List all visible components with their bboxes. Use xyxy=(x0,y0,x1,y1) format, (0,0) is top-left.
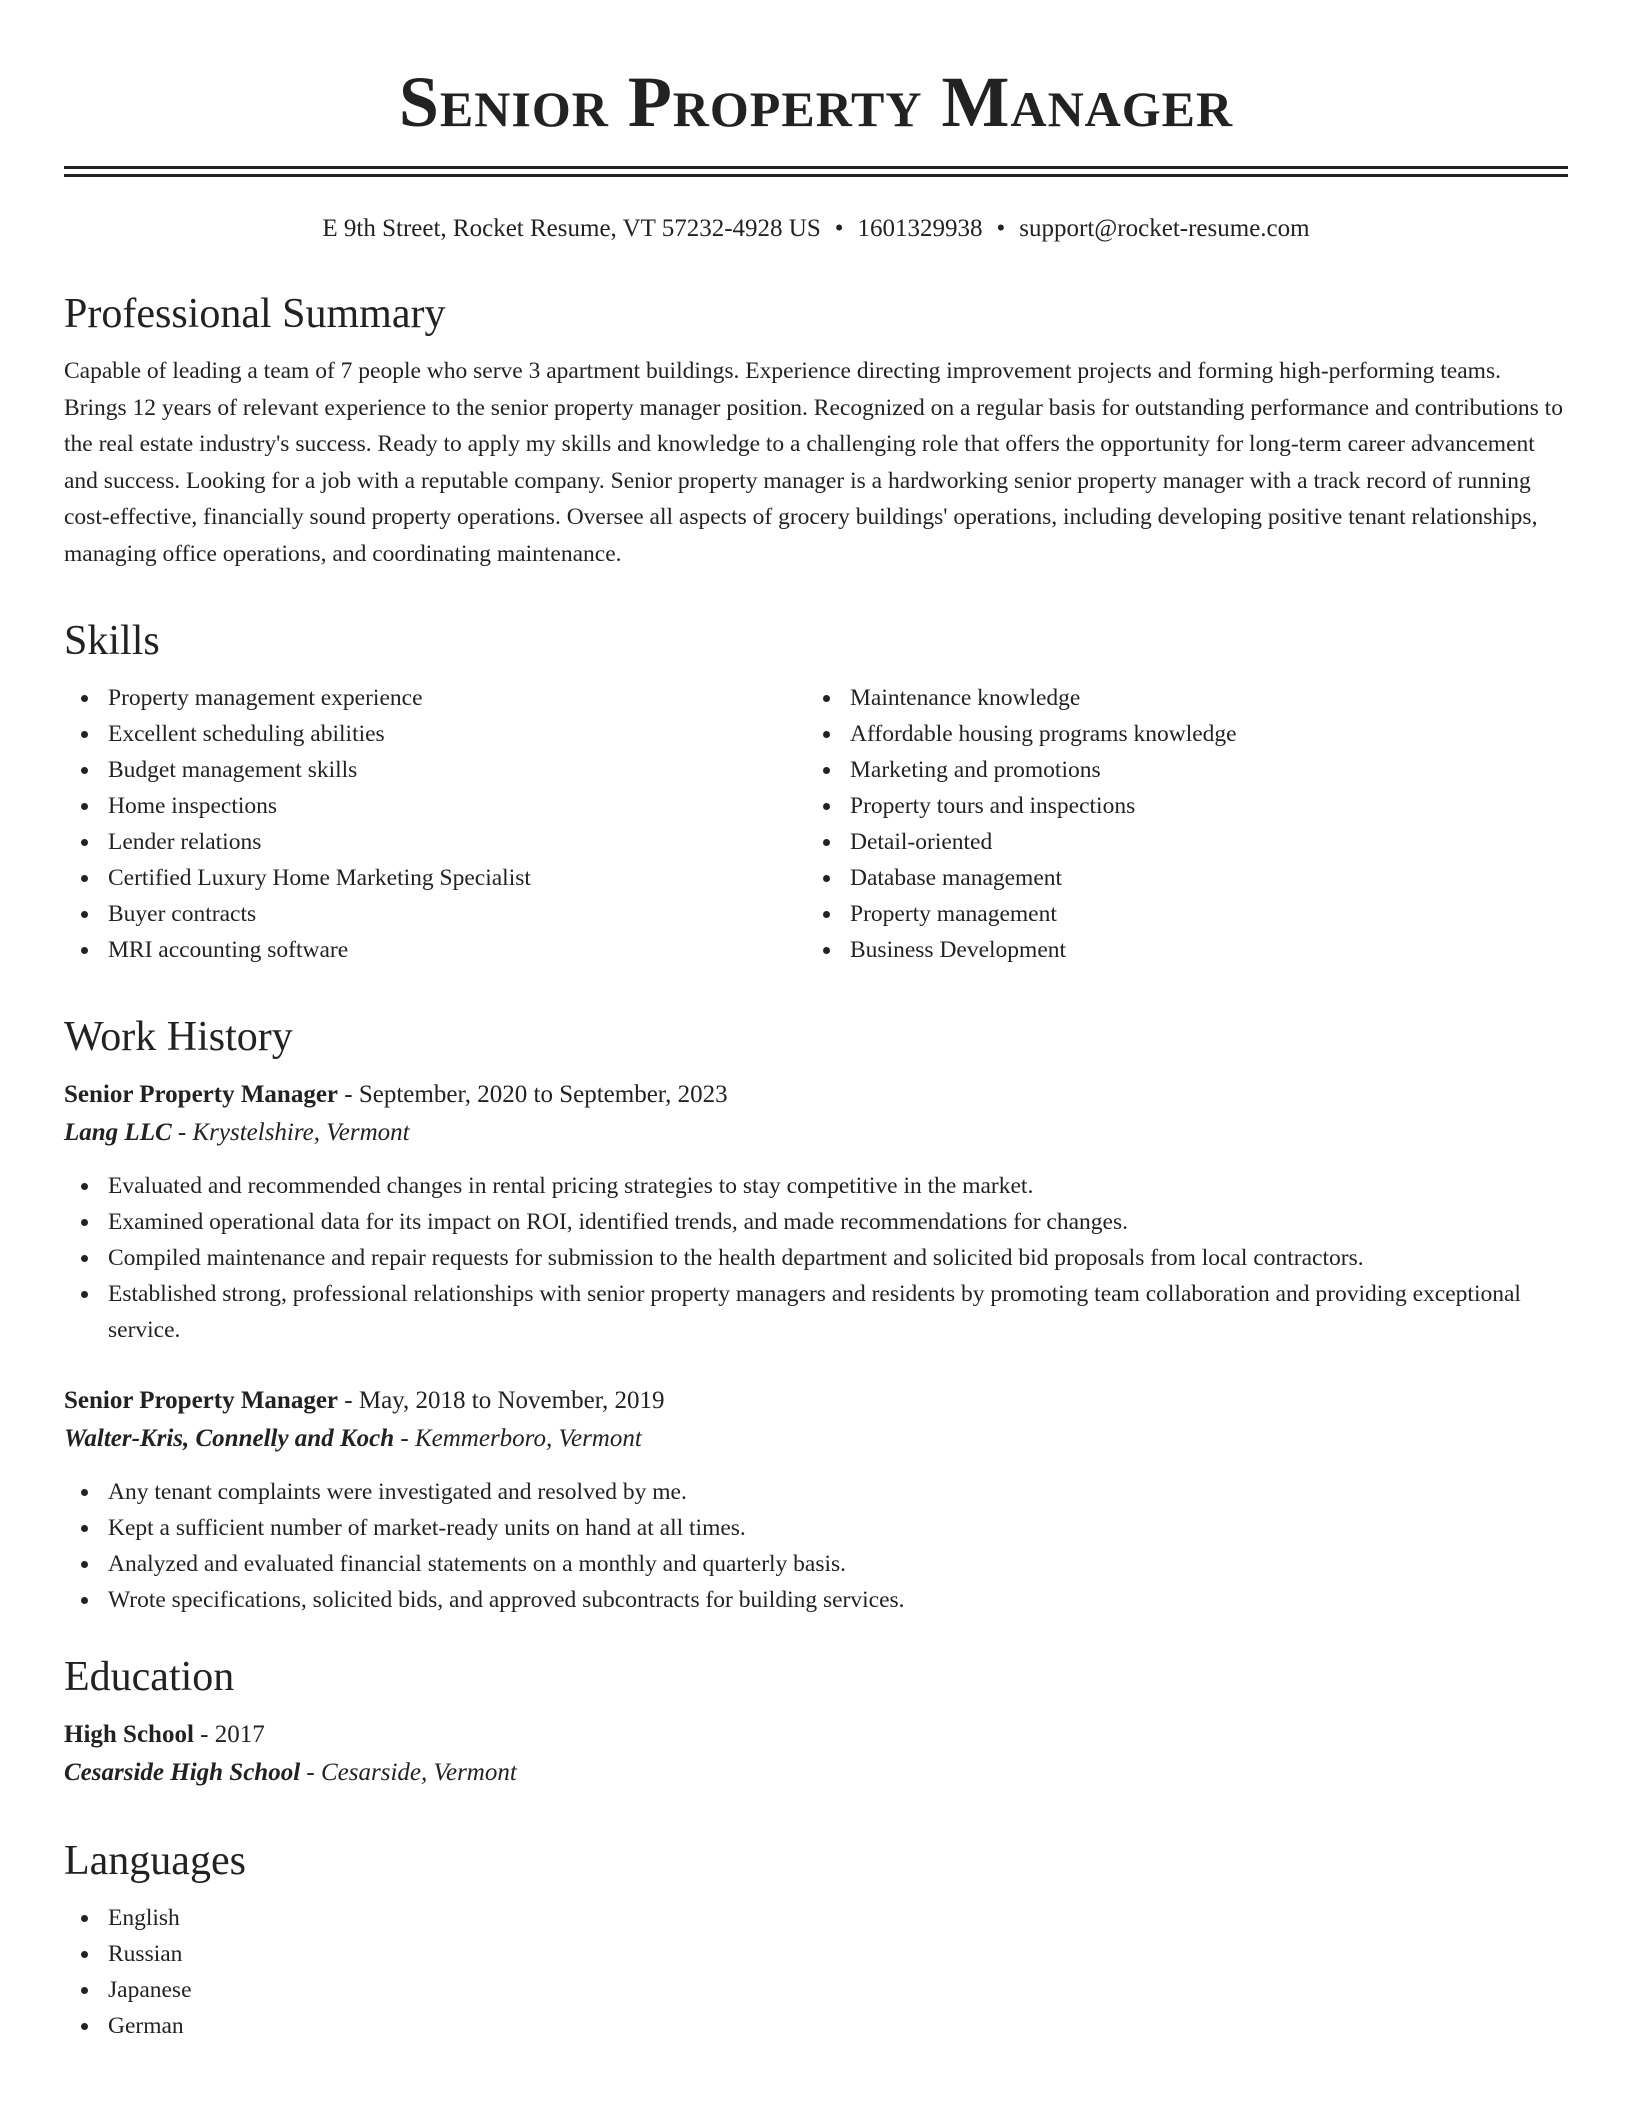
job-title: Senior Property Manager xyxy=(64,1081,339,1108)
skill-item: Maintenance knowledge xyxy=(806,680,1568,716)
skill-item: Certified Luxury Home Marketing Specialist xyxy=(64,860,806,896)
education-year: - 2017 xyxy=(193,1721,265,1748)
skill-item: MRI accounting software xyxy=(64,932,806,968)
job-bullet: Examined operational data for its impact on ROI, identified trends, and made recommendations for changes. xyxy=(64,1204,1568,1240)
contact-separator: • xyxy=(834,215,844,242)
job-bullets xyxy=(64,1474,1568,1618)
contact-separator: • xyxy=(996,215,1006,242)
education-school: Cesarside High School xyxy=(64,1759,301,1786)
skill-item: Affordable housing programs knowledge xyxy=(806,716,1568,752)
job-bullets xyxy=(64,1168,1568,1348)
company-name: Walter-Kris, Connelly and Koch xyxy=(64,1425,395,1452)
resume-name: Senior Property Manager xyxy=(398,62,1234,142)
skill-item: Budget management skills xyxy=(64,752,806,788)
company-line xyxy=(64,1114,1568,1152)
job-bullet: Established strong, professional relationships with senior property managers and residents by promoting team collaboration and providing exceptional service. xyxy=(64,1276,1568,1348)
job-bullet: Evaluated and recommended changes in rental pricing strategies to stay competitive in the market. xyxy=(64,1168,1568,1204)
summary-heading: Professional Summary xyxy=(64,291,446,337)
job-dates: - May, 2018 to November, 2019 xyxy=(338,1387,665,1414)
job-bullet: Wrote specifications, solicited bids, and approved subcontracts for building services. xyxy=(64,1582,1568,1618)
skill-item: Property management xyxy=(806,896,1568,932)
job-bullet: Compiled maintenance and repair requests for submission to the health department and solicited bid proposals from local contractors. xyxy=(64,1240,1568,1276)
company-location: - Kemmerboro, Vermont xyxy=(394,1425,642,1452)
job-title-line xyxy=(64,1382,1568,1420)
summary-text: Capable of leading a team of 7 people who serve 3 apartment buildings. Experience directing improvement projects and forming high-performing teams. Brings 12 years of relevant experience to the senior property manager position. Recognized on a regular basis for outstanding performance and contributions to the real estate industry's success. Ready to apply my skills and knowledge to a challenging role that offers the opportunity for long-term career advancement and success. Looking for a job with a reputable company. Senior property manager is a hardworking senior property manager with a track record of running cost-effective, financially sound property operations. Oversee all aspects of grocery buildings' operations, including developing positive tenant relationships, managing office operations, and coordinating maintenance. xyxy=(64,358,1563,567)
skills-heading: Skills xyxy=(64,618,160,664)
contact-line xyxy=(64,213,1568,245)
job-bullet: Any tenant complaints were investigated and resolved by me. xyxy=(64,1474,1568,1510)
company-location: - Krystelshire, Vermont xyxy=(171,1119,410,1146)
skill-item: Detail-oriented xyxy=(806,824,1568,860)
company-name: Lang LLC xyxy=(64,1119,172,1146)
skill-item: Database management xyxy=(806,860,1568,896)
education-degree: High School xyxy=(64,1721,194,1748)
job-title: Senior Property Manager xyxy=(64,1387,339,1414)
work-heading: Work History xyxy=(64,1014,293,1060)
contact-phone: 1601329938 xyxy=(857,215,983,242)
contact-address: E 9th Street, Rocket Resume, VT 57232-4928 US xyxy=(322,215,821,242)
skill-item: Buyer contracts xyxy=(64,896,806,932)
skill-item: Property tours and inspections xyxy=(806,788,1568,824)
education-school-line xyxy=(64,1754,1568,1792)
job-bullet: Analyzed and evaluated financial statements on a monthly and quarterly basis. xyxy=(64,1546,1568,1582)
job-dates: - September, 2020 to September, 2023 xyxy=(338,1081,728,1108)
language-item: English xyxy=(64,1900,1568,1936)
job-entry xyxy=(64,1076,1568,1348)
languages-heading: Languages xyxy=(64,1838,246,1884)
education-location: - Cesarside, Vermont xyxy=(300,1759,517,1786)
job-bullet: Kept a sufficient number of market-ready units on hand at all times. xyxy=(64,1510,1568,1546)
skills-column-left xyxy=(64,680,806,968)
language-item: Japanese xyxy=(64,1972,1568,2008)
skill-item: Excellent scheduling abilities xyxy=(64,716,806,752)
languages-list xyxy=(64,1900,1568,2044)
skill-item: Home inspections xyxy=(64,788,806,824)
skill-item: Business Development xyxy=(806,932,1568,968)
job-entry xyxy=(64,1382,1568,1618)
company-line xyxy=(64,1420,1568,1458)
skills-list xyxy=(64,680,1568,968)
education-degree-line xyxy=(64,1716,1568,1754)
header-rule-bottom xyxy=(64,174,1568,177)
education-heading: Education xyxy=(64,1654,235,1700)
language-item: Russian xyxy=(64,1936,1568,1972)
contact-email: support@rocket-resume.com xyxy=(1019,215,1310,242)
job-title-line xyxy=(64,1076,1568,1114)
skill-item: Marketing and promotions xyxy=(806,752,1568,788)
skills-column-right xyxy=(806,680,1568,968)
language-item: German xyxy=(64,2008,1568,2044)
skill-item: Property management experience xyxy=(64,680,806,716)
skill-item: Lender relations xyxy=(64,824,806,860)
